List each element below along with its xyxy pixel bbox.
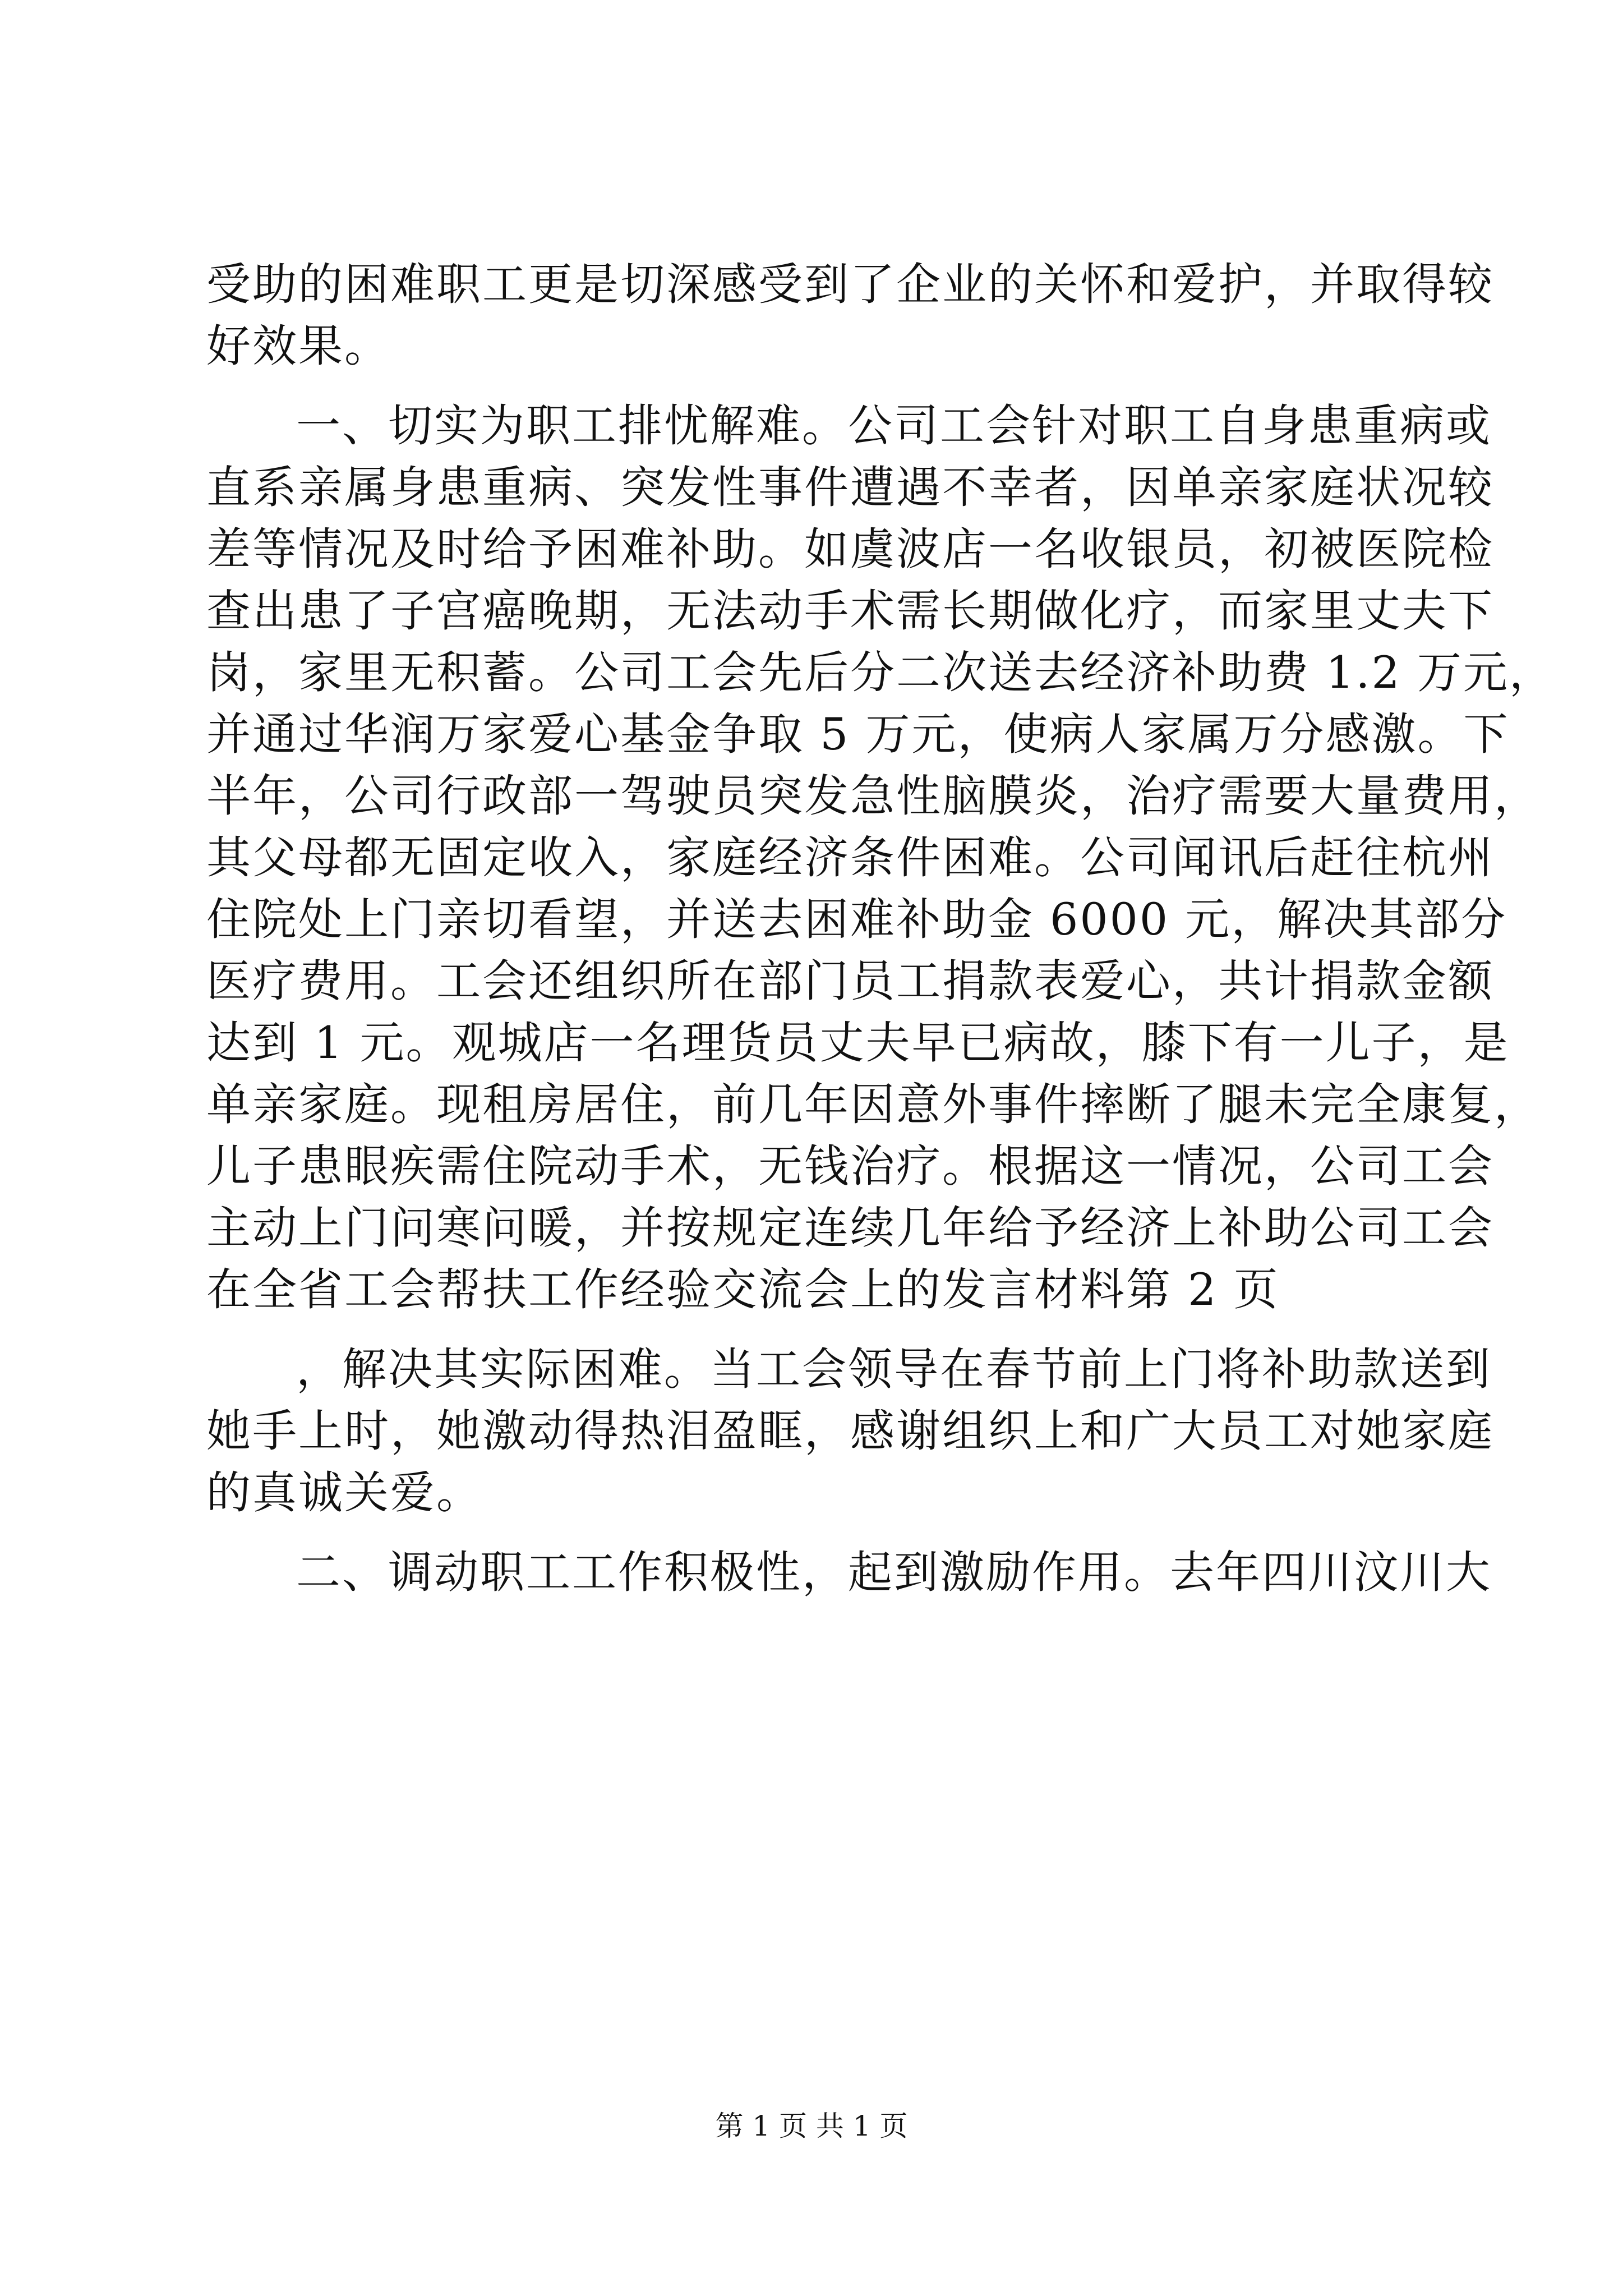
paragraph xyxy=(206,395,1555,1320)
text-line: 住院处上门亲切看望，并送去困难补助金 6000 元，解决其部分 xyxy=(206,894,1507,945)
document-body xyxy=(206,254,1555,1603)
text-line: 单亲家庭。现租房居住，前几年因意外事件摔断了腿未完全康复， xyxy=(206,1079,1540,1130)
paragraph xyxy=(206,1338,1494,1524)
text-line: 好效果。 xyxy=(206,320,390,372)
paragraph xyxy=(206,1542,1492,1603)
text-line: 岗，家里无积蓄。公司工会先后分二次送去经济补助费 1.2 万元， xyxy=(206,647,1555,698)
text-line: 的真诚关爱。 xyxy=(206,1467,482,1519)
page-number-label: 第 1 页 共 1 页 xyxy=(715,2110,908,2142)
text-line: 达到 1 元。观城店一名理货员丈夫早已病故，膝下有一儿子，是 xyxy=(206,1017,1510,1069)
text-line: 她手上时，她激动得热泪盈眶，感谢组织上和广大员工对她家庭 xyxy=(206,1405,1494,1457)
text-line: 差等情况及时给予困难补助。如虞波店一名收银员，初被医院检 xyxy=(206,523,1494,575)
text-line: 查出患了子宫癌晚期，无法动手术需长期做化疗，而家里丈夫下 xyxy=(206,585,1494,637)
text-line: 受助的困难职工更是切深感受到了企业的关怀和爱护，并取得较 xyxy=(206,259,1494,310)
page-footer xyxy=(0,2106,1623,2146)
text-line: 二、调动职工工作积极性，起到激励作用。去年四川汶川大 xyxy=(296,1547,1492,1598)
text-line: 主动上门问寒问暖，并按规定连续几年给予经济上补助公司工会 xyxy=(206,1202,1494,1254)
text-line: 其父母都无固定收入，家庭经济条件困难。公司闻讯后赶往杭州 xyxy=(206,832,1494,884)
text-line: ，解决其实际困难。当工会领导在春节前上门将补助款送到 xyxy=(296,1343,1492,1395)
text-line: 并通过华润万家爱心基金争取 5 万元，使病人家属万分感激。下 xyxy=(206,708,1510,760)
text-line: 在全省工会帮扶工作经验交流会上的发言材料第 2 页 xyxy=(206,1264,1280,1315)
text-line: 一、切实为职工排忧解难。公司工会针对职工自身患重病或 xyxy=(296,400,1492,452)
text-line: 直系亲属身患重病、突发性事件遭遇不幸者，因单亲家庭状况较 xyxy=(206,462,1494,513)
text-line: 医疗费用。工会还组织所在部门员工捐款表爱心，共计捐款金额 xyxy=(206,955,1494,1007)
text-line: 儿子患眼疾需住院动手术，无钱治疗。根据这一情况，公司工会 xyxy=(206,1140,1494,1192)
text-line: 半年，公司行政部一驾驶员突发急性脑膜炎，治疗需要大量费用， xyxy=(206,770,1540,822)
paragraph xyxy=(206,254,1494,377)
